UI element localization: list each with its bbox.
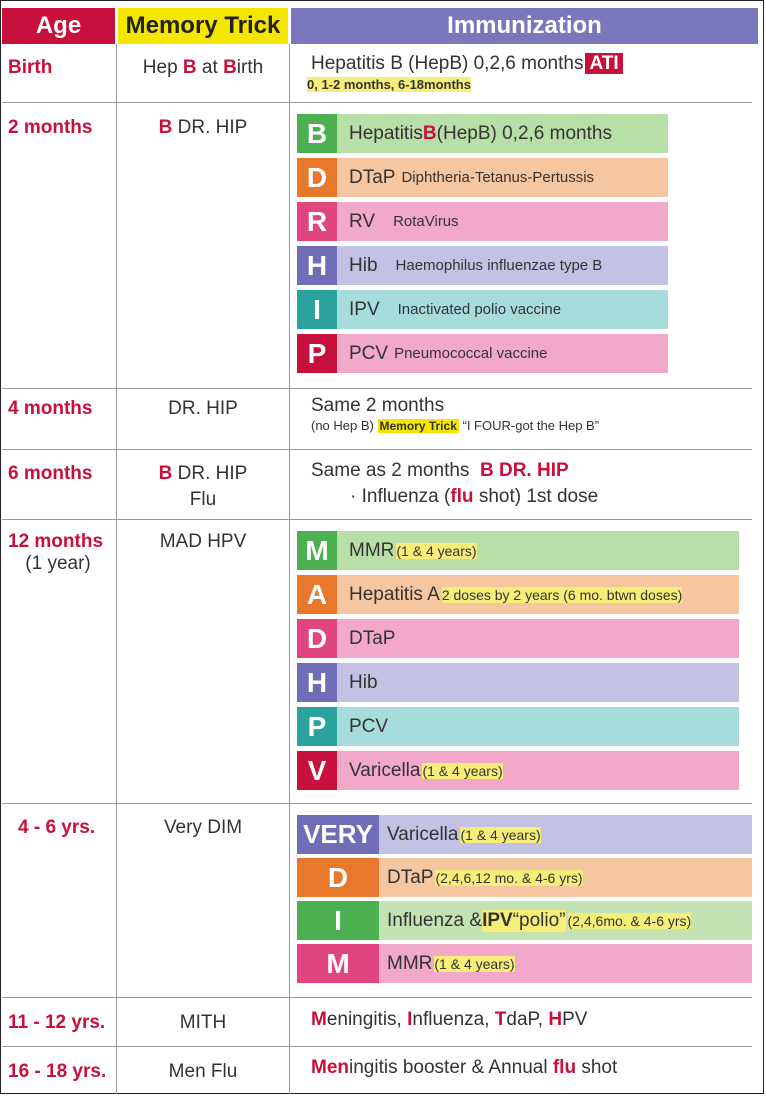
vaccine-row-varicella: VERY Varicella (1 & 4 years): [297, 815, 752, 854]
letter-tile: D: [297, 158, 337, 197]
age-6-months: 6 months: [8, 463, 93, 484]
age-16-18-years: 16 - 18 yrs.: [8, 1061, 107, 1082]
immunization-11-12-years: Meningitis, Influenza, TdaP, HPV: [311, 1009, 588, 1030]
row-divider: [2, 519, 752, 520]
trick-2-months: B DR. HIP: [158, 117, 248, 138]
letter-tile: VERY: [297, 815, 379, 854]
vaccine-row-hib: H Hib: [297, 663, 739, 702]
age-2-months: 2 months: [8, 117, 93, 138]
trick-birth: Hep B at Birth: [142, 57, 264, 78]
birth-schedule-note: 0, 1-2 months, 6-18months: [307, 77, 471, 92]
letter-tile: D: [297, 858, 379, 897]
column-divider: [116, 44, 117, 1094]
row-divider: [2, 803, 752, 804]
trick-4-months: DR. HIP: [168, 398, 238, 419]
trick-11-12-years: MITH: [179, 1012, 227, 1033]
immunization-6-months: Same as 2 months B DR. HIP: [311, 460, 569, 481]
vaccine-row-mmr: M MMR (1 & 4 years): [297, 531, 739, 570]
immunization-4-months-note: (no Hep B) Memory Trick “I FOUR-got the Hep B”: [311, 418, 600, 433]
row-divider: [2, 388, 752, 389]
letter-tile: M: [297, 531, 337, 570]
vaccine-row-pcv: P PCV Pneumococcal vaccine: [297, 334, 668, 373]
letter-tile: I: [297, 901, 379, 940]
letter-tile: P: [297, 334, 337, 373]
trick-12-months: MAD HPV: [159, 531, 247, 552]
letter-tile: H: [297, 663, 337, 702]
vaccine-row-hib: H Hib Haemophilus influenzae type B: [297, 246, 668, 285]
vaccine-row-ipv: I IPV Inactivated polio vaccine: [297, 290, 668, 329]
trick-6-months: B DR. HIP: [158, 463, 248, 484]
row-divider: [2, 1046, 752, 1047]
age-4-months: 4 months: [8, 398, 93, 419]
vaccine-row-hepatitis-a: A Hepatitis A 2 doses by 2 years (6 mo. btwn doses): [297, 575, 739, 614]
letter-tile: B: [297, 114, 337, 153]
immunization-4-months: Same 2 months: [311, 395, 445, 416]
letter-tile: A: [297, 575, 337, 614]
row-divider: [2, 102, 752, 103]
letter-tile: P: [297, 707, 337, 746]
immunization-birth: Hepatitis B (HepB) 0,2,6 months ATI: [311, 53, 623, 75]
vaccine-row-rv: R RV RotaVirus: [297, 202, 668, 241]
row-divider: [2, 449, 752, 450]
immunization-6-months-flu: · Influenza (flu shot) 1st dose: [350, 486, 599, 507]
letter-tile: R: [297, 202, 337, 241]
vaccine-row-dtap: D DTaP: [297, 619, 739, 658]
vaccine-row-pcv: P PCV: [297, 707, 739, 746]
vaccine-row-dtap: D DTaP Diphtheria-Tetanus-Pertussis: [297, 158, 668, 197]
trick-6-months-flu: Flu: [189, 489, 217, 510]
row-divider: [2, 997, 752, 998]
age-12-months: 12 months (1 year): [8, 531, 104, 574]
letter-tile: D: [297, 619, 337, 658]
letter-tile: I: [297, 290, 337, 329]
memory-trick-badge: Memory Trick: [379, 419, 457, 433]
vaccine-row-hepb: B Hepatitis B (HepB) 0,2,6 months: [297, 114, 668, 153]
age-11-12-years: 11 - 12 yrs.: [8, 1012, 106, 1033]
header-memory-trick: Memory Trick: [118, 8, 288, 44]
age-4-6-years: 4 - 6 yrs.: [18, 817, 96, 838]
ati-badge: ATI: [585, 53, 622, 74]
letter-tile: H: [297, 246, 337, 285]
age-birth: Birth: [8, 57, 53, 78]
vaccine-row-mmr: M MMR (1 & 4 years): [297, 944, 752, 983]
trick-4-6-years: Very DIM: [163, 817, 243, 838]
letter-tile: M: [297, 944, 379, 983]
header-age: Age: [2, 8, 115, 44]
vaccine-row-varicella: V Varicella (1 & 4 years): [297, 751, 739, 790]
trick-16-18-years: Men Flu: [168, 1061, 238, 1082]
header-immunization: Immunization: [291, 8, 758, 44]
immunization-16-18-years: Meningitis booster & Annual flu shot: [311, 1057, 618, 1078]
vaccine-row-influenza-ipv: I Influenza & IPV “polio” (2,4,6mo. & 4-6 yrs): [297, 901, 752, 940]
vaccine-row-dtap: D DTaP (2,4,6,12 mo. & 4-6 yrs): [297, 858, 752, 897]
letter-tile: V: [297, 751, 337, 790]
column-divider: [289, 44, 290, 1094]
